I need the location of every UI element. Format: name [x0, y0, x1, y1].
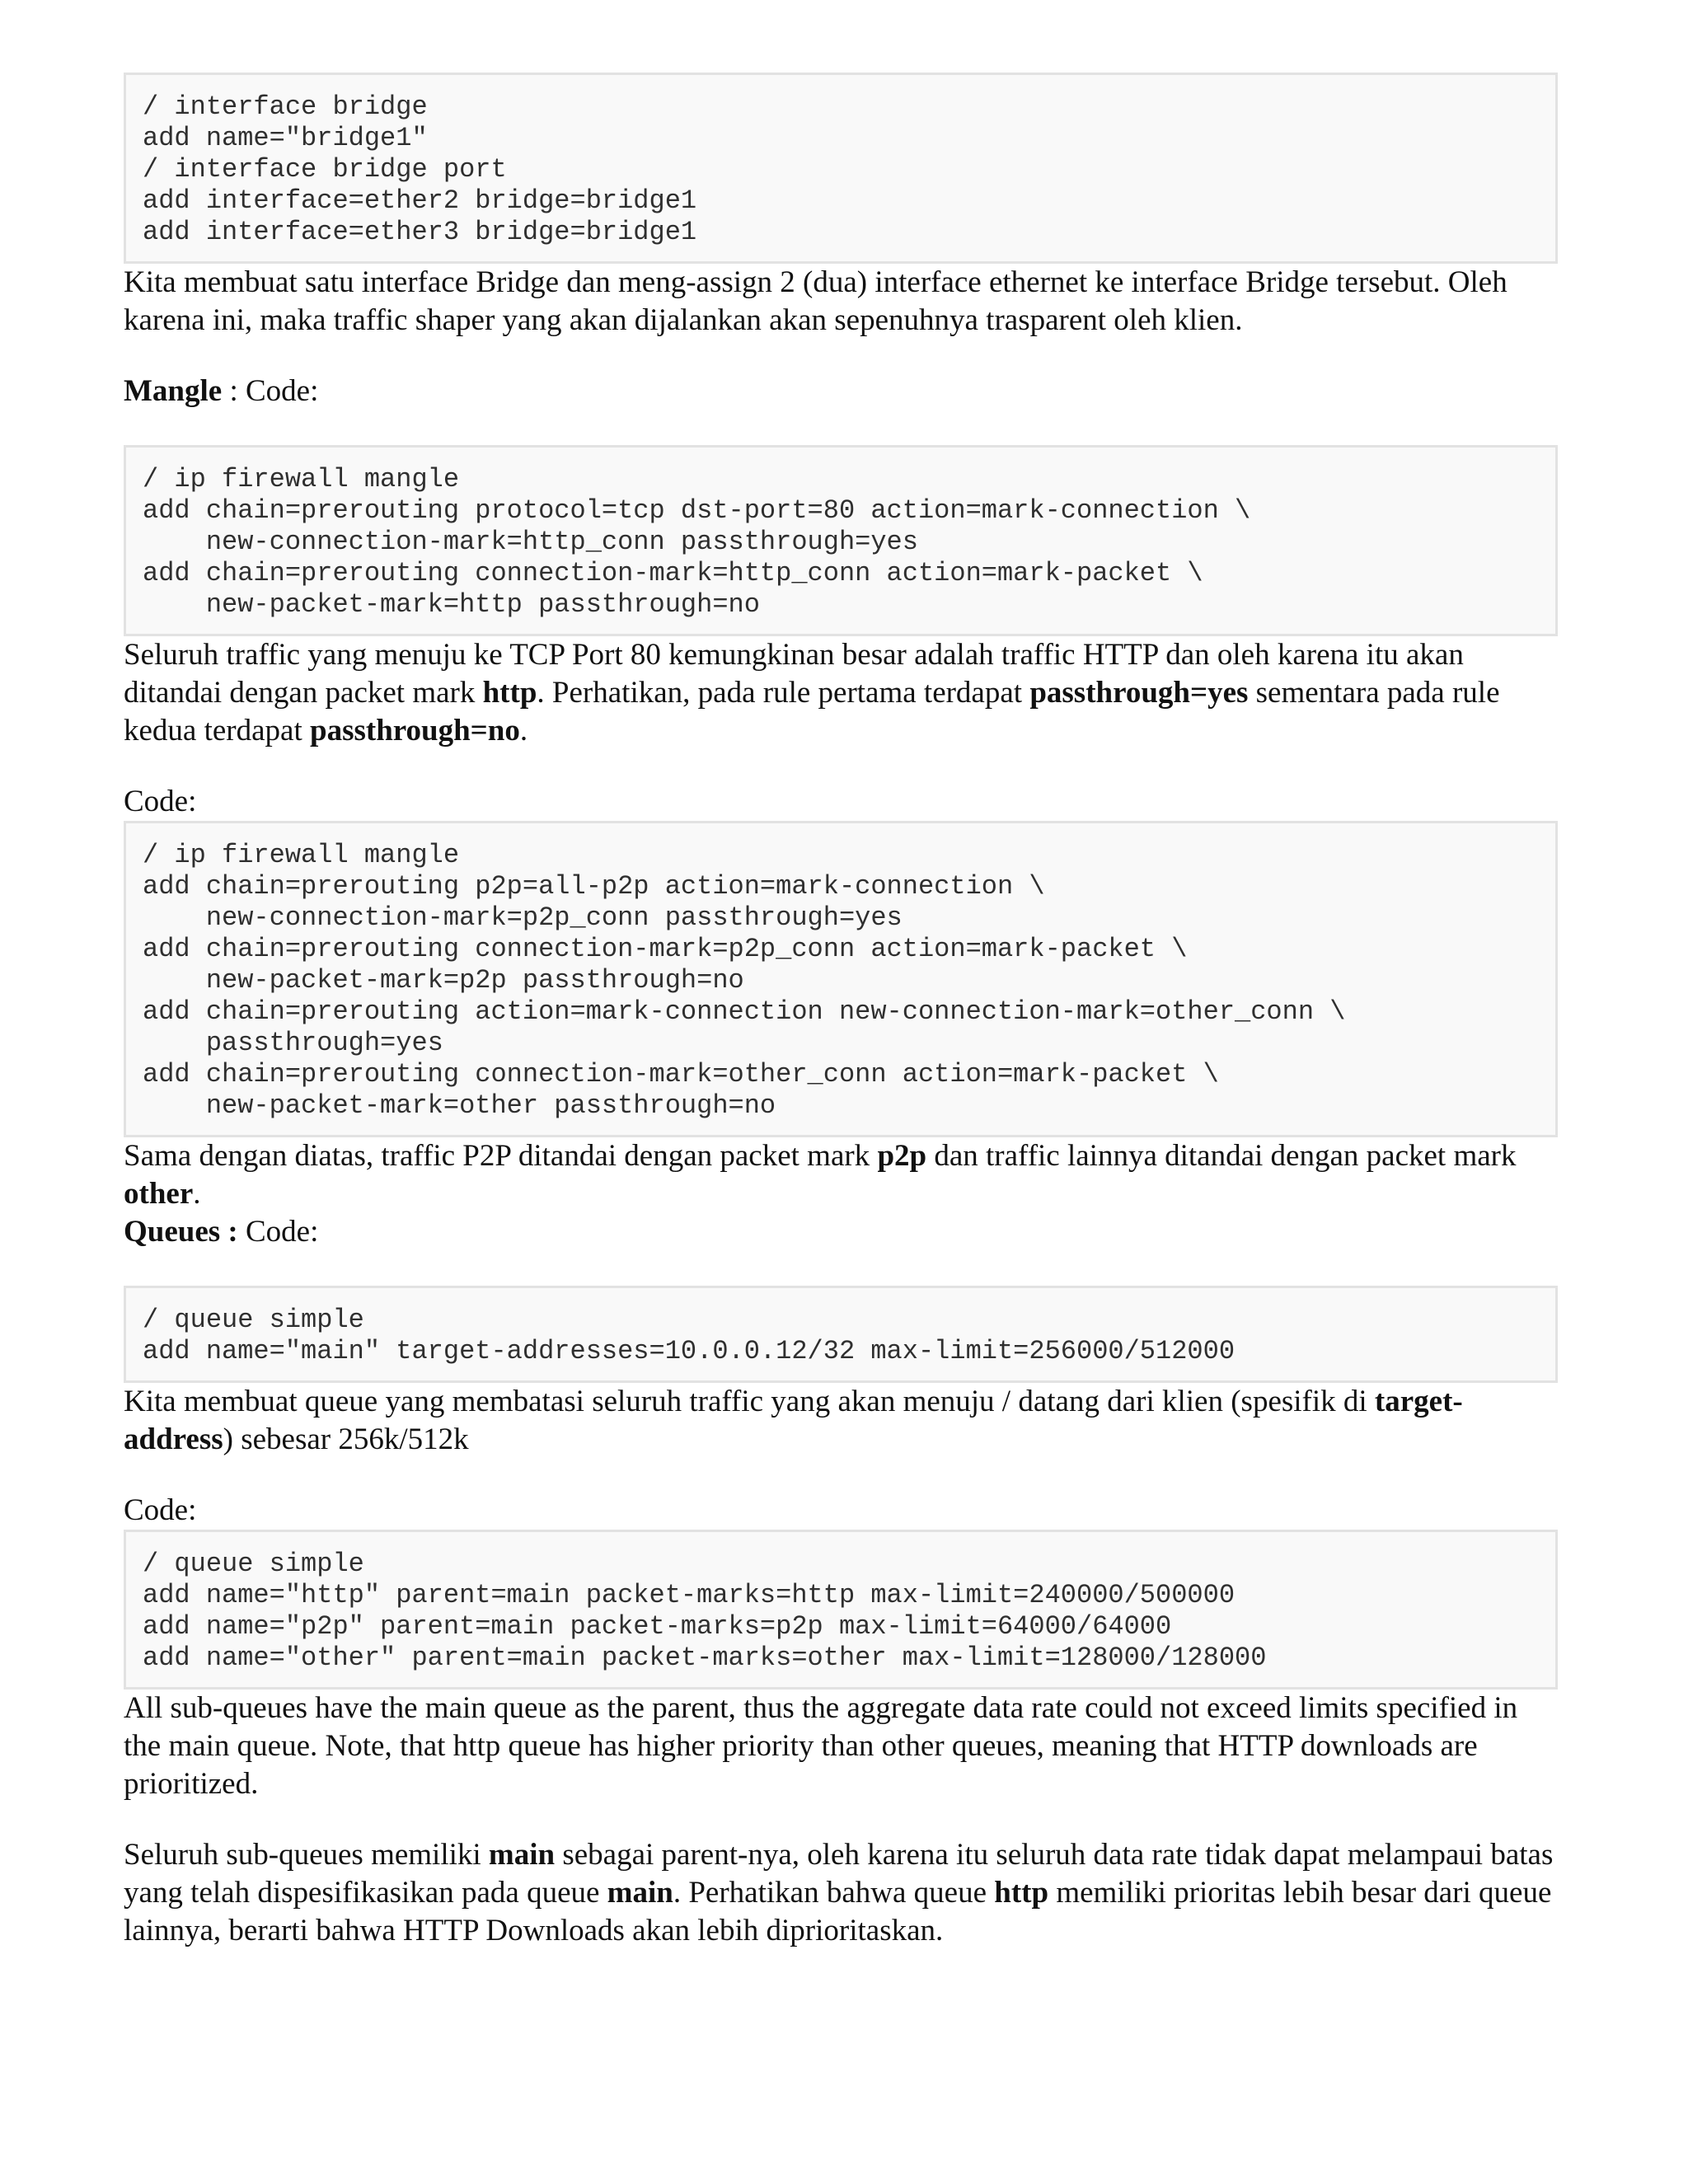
queues-code-label: Code: — [237, 1215, 319, 1249]
bold-http: http — [994, 1876, 1049, 1910]
bold-passthrough-no: passthrough=no — [310, 714, 520, 748]
code-label: Code: — [124, 1493, 197, 1527]
paragraph-indonesian-description — [124, 1836, 1558, 1950]
code-block-mangle-http: / ip firewall mangle add chain=prerouting protocol=tcp dst-port=80 action=mark-connection \ new-connection-mark=http_conn passthrough=yes add chain=prerouting connection-mark=http_conn action=mark-packet \ new-packet-mark=http passthrough=no — [124, 445, 1558, 636]
paragraph-main-queue-description — [124, 1383, 1558, 1459]
bold-other: other — [124, 1177, 194, 1211]
text-span: Seluruh traffic yang menuju ke TCP Port 80 kemungkinan besar adalah traffic HTTP dan oleh karena itu akan ditandai dengan packet mark — [124, 638, 1464, 710]
text-span: Kita membuat queue yang membatasi seluruh traffic yang akan menuju / datang dari klien (spesifik di — [124, 1385, 1375, 1418]
queues-heading: Queues : — [124, 1215, 238, 1249]
text-span: . — [519, 714, 528, 748]
code-block-queue-sub: / queue simple add name="http" parent=main packet-marks=http max-limit=240000/500000 add name="p2p" parent=main packet-marks=p2p max-limit=64000/64000 add name="other" parent=main packet-marks=other max-limit=128000/128000 — [124, 1530, 1558, 1690]
code-block-mangle-p2p: / ip firewall mangle add chain=prerouting p2p=all-p2p action=mark-connection \ new-connection-mark=p2p_conn passthrough=yes add chain=prerouting connection-mark=p2p_conn action=mark-packet \ new-packet-mark=p2p passthrough=no add chain=prerouting action=mark-connection new-connection-mark=other_conn \ passthrough=yes add chain=prerouting connection-mark=other_conn action=mark-packet \ new-packet-mark=other passthrough=no — [124, 821, 1558, 1137]
text-span: Seluruh sub-queues memiliki — [124, 1838, 489, 1872]
text-span: . Perhatikan bahwa queue — [673, 1876, 995, 1910]
bold-target-address: target-address — [124, 1385, 1463, 1456]
text-span: . — [193, 1177, 201, 1211]
text-span: . Perhatikan, pada rule pertama terdapat — [537, 676, 1030, 710]
document-page — [124, 73, 1558, 1950]
text-span: memiliki prioritas lebih besar dari queue lainnya, berarti bahwa HTTP Downloads akan lebih diprioritaskan. — [124, 1876, 1552, 1947]
bold-http: http — [482, 676, 537, 710]
text-span: ) sebesar 256k/512k — [223, 1422, 469, 1456]
text-span: sementara pada rule kedua terdapat — [124, 676, 1500, 748]
code-block-queue-main: / queue simple add name="main" target-addresses=10.0.0.12/32 max-limit=256000/512000 — [124, 1286, 1558, 1383]
text-span: sebagai parent-nya, oleh karena itu seluruh data rate tidak dapat melampaui batas yang telah dispesifikasikan pada queue — [124, 1838, 1554, 1910]
mangle-code-label: : Code: — [222, 374, 319, 408]
bold-passthrough-yes: passthrough=yes — [1029, 676, 1249, 710]
text-span: dan traffic lainnya ditandai dengan packet mark — [926, 1139, 1517, 1173]
bold-main: main — [607, 1876, 673, 1910]
mangle-heading: Mangle — [124, 374, 223, 408]
paragraph-english-description: All sub-queues have the main queue as the parent, thus the aggregate data rate could not exceed limits specified in the main queue. Note, that http queue has higher priority than other queues, meaning that HTTP downloads are prioritized. — [124, 1691, 1518, 1801]
paragraph-p2p-description — [124, 1137, 1558, 1213]
code-block-bridge: / interface bridge add name="bridge1" / interface bridge port add interface=ether2 bridge=bridge1 add interface=ether3 bridge=bridge1 — [124, 73, 1558, 264]
text-span: Sama dengan diatas, traffic P2P ditandai dengan packet mark — [124, 1139, 878, 1173]
bold-main: main — [488, 1838, 556, 1872]
paragraph-http-description — [124, 636, 1558, 750]
paragraph-bridge-description: Kita membuat satu interface Bridge dan meng-assign 2 (dua) interface ethernet ke interface Bridge tersebut. Oleh karena ini, maka traffic shaper yang akan dijalankan akan sepenuhnya trasparent oleh klien. — [124, 265, 1507, 337]
bold-p2p: p2p — [877, 1139, 927, 1173]
mangle-heading-line — [124, 373, 1558, 410]
queues-heading-line — [124, 1213, 1558, 1251]
code-label: Code: — [124, 785, 197, 818]
